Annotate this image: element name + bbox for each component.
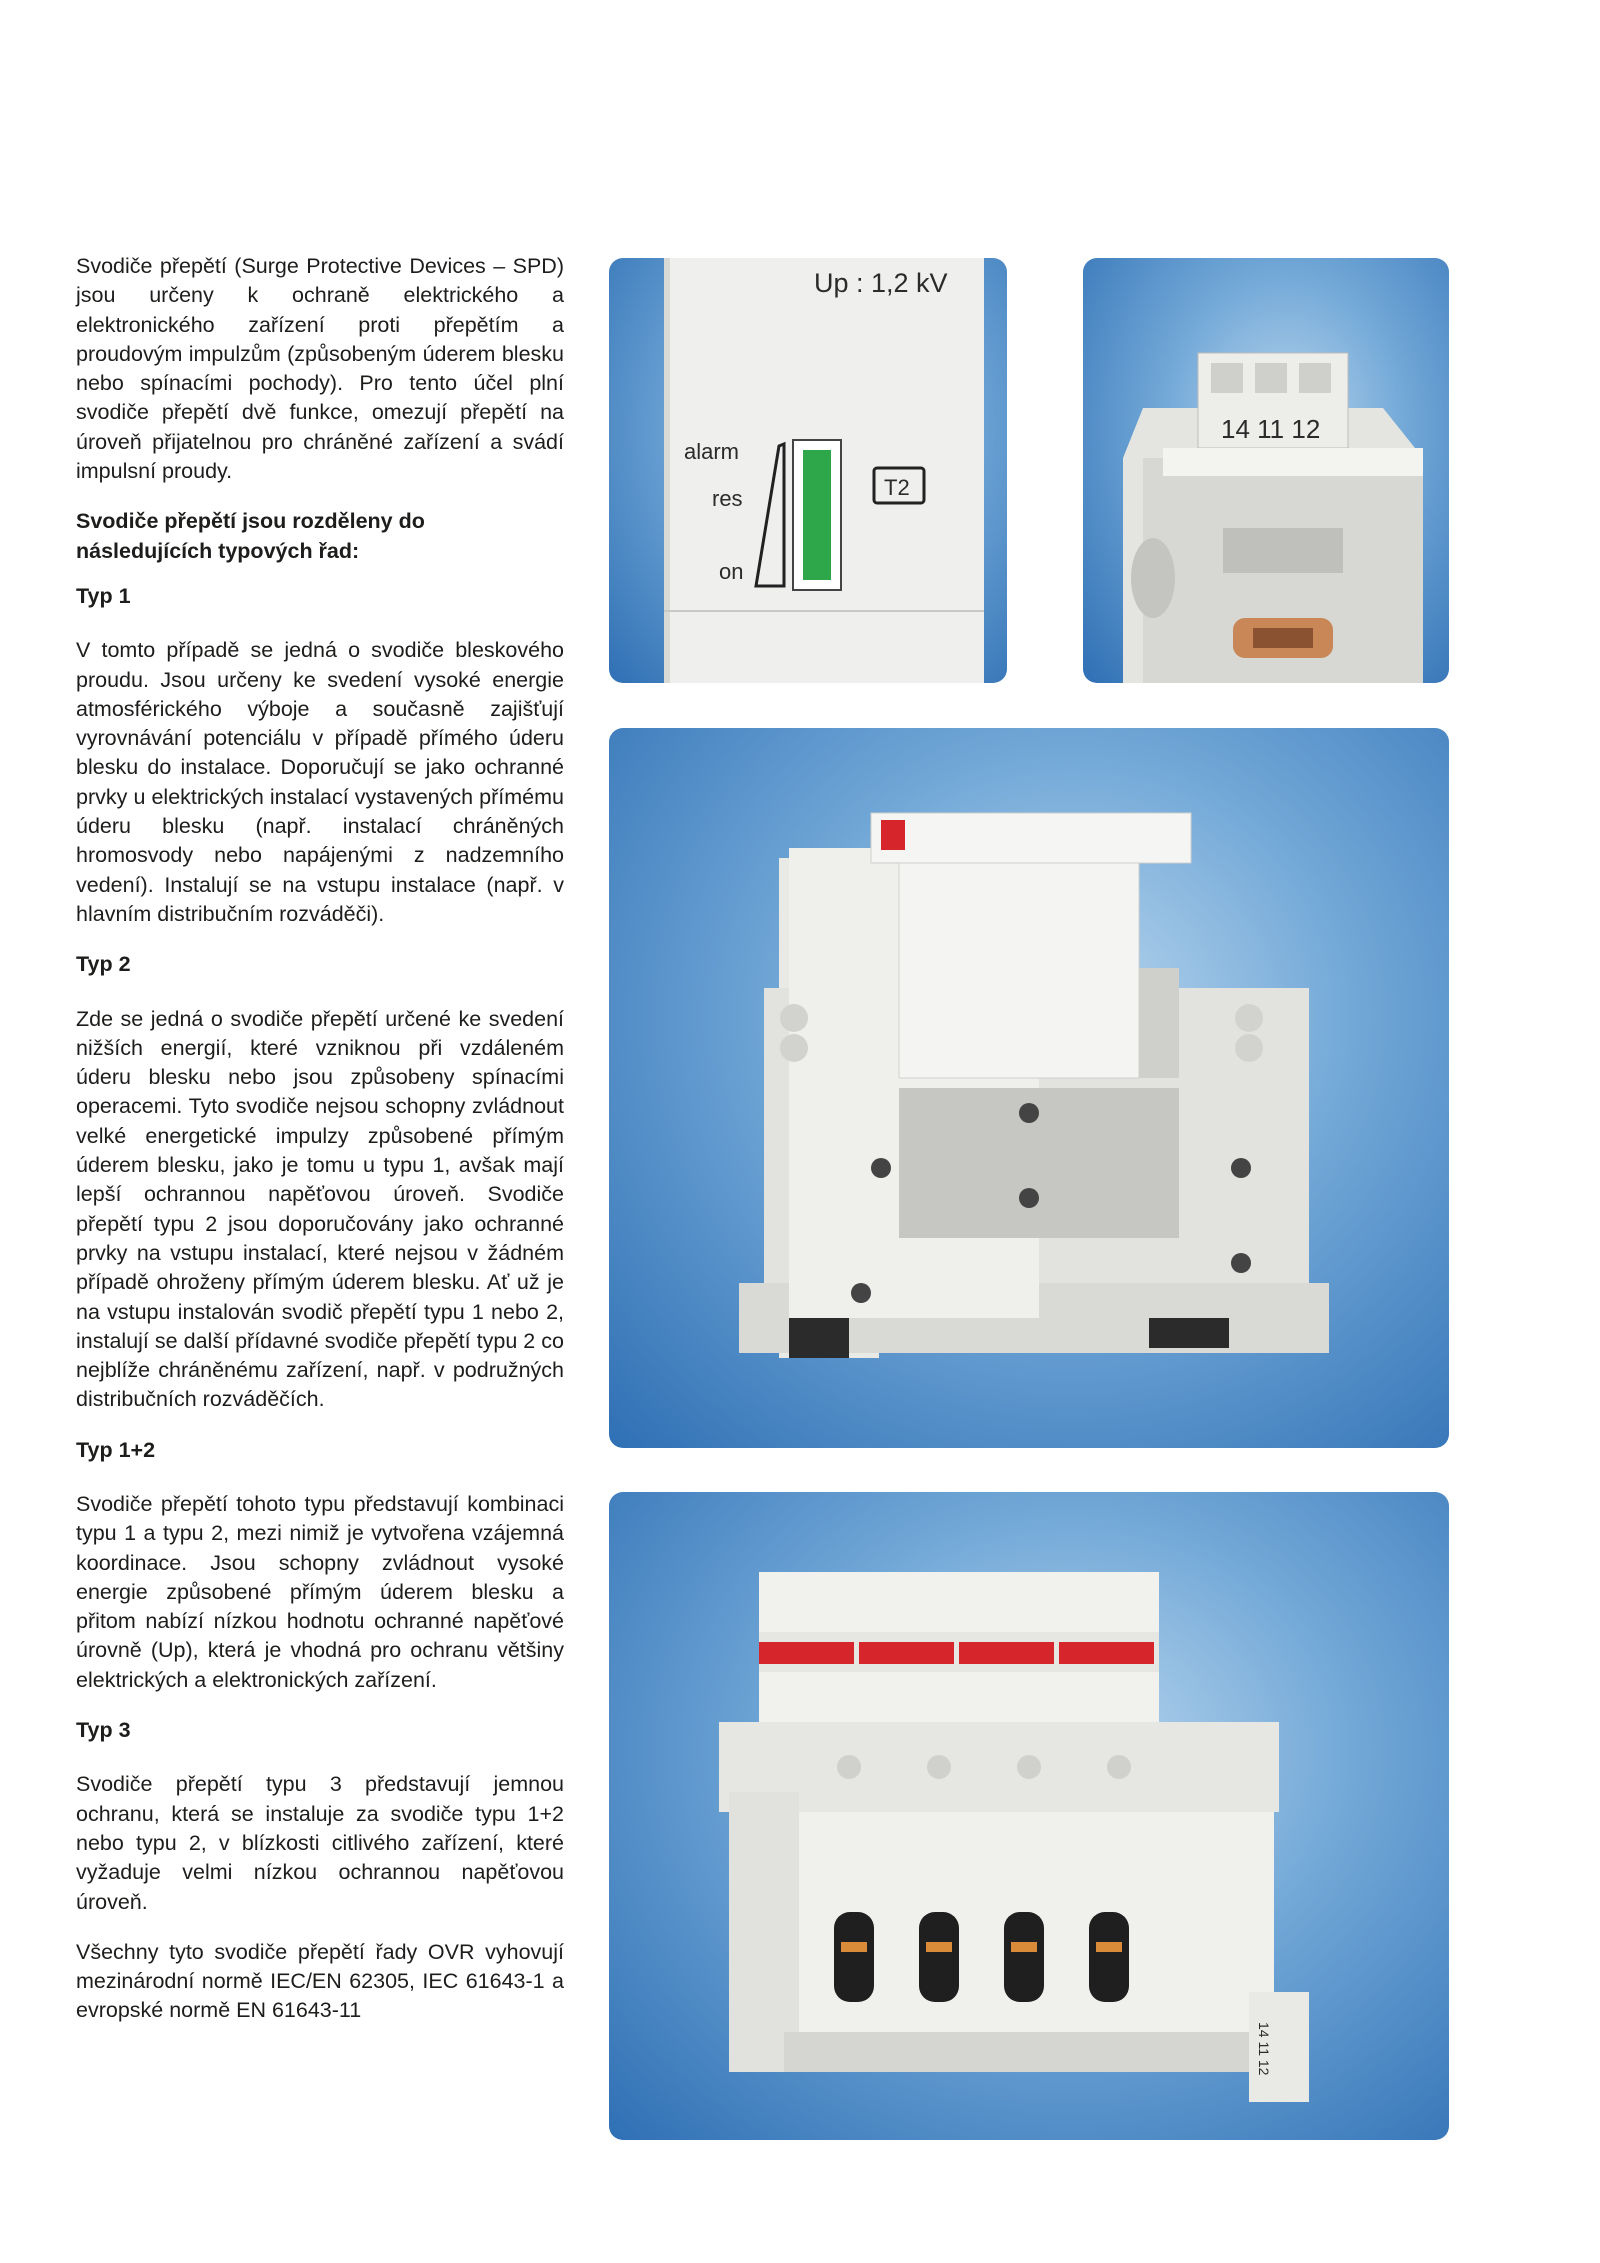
green-indicator	[803, 450, 831, 580]
photo-spd-module	[609, 728, 1449, 1448]
four-pole-illustration	[609, 1492, 1449, 2140]
photo-terminal-block	[1083, 258, 1449, 683]
alarm-label: alarm	[684, 439, 740, 464]
type12-paragraph: Svodiče přepětí tohoto typu představují kombinaci typu 1 a typu 2, mezi nimiž je vytvořena vzájemná koordinace. Jsou schopny zvládnout vysoké energie způsobené přímým úderem blesku a přitom nabízí nízkou hodnotu ochranné napěťové úrovně (Up), která je vhodná pro ochranu většiny elektrických a elektronických zařízení.	[76, 1491, 564, 1692]
indicator-illustration	[609, 258, 1007, 683]
spd-module-illustration	[609, 728, 1449, 1448]
terminal-illustration	[1083, 258, 1449, 683]
type12-heading: Typ 1+2	[76, 1437, 156, 1462]
type2-paragraph: Zde se jedná o svodiče přepětí určené ke svedení nižších energií, které vzniknou při vzdáleném úderu blesku nebo jsou způsobeny spínacími operacemi. Tyto svodiče nejsou schopny zvládnout velké energetické impulzy způsobené přímým úderem blesku, jako je tomu u typu 1, avšak mají lepší ochrannou napěťovou úroveň. Svodiče přepětí typu 2 jsou doporučovány jako ochranné prvky na vstupu instalací, které nejsou v žádném případě ohroženy přímým úderem blesku. Ať už je na vstupu instalován svodič přepětí typu 1 nebo 2, instalují se další přídavné svodiče přepětí typu 2 co nejblíže chráněnému zařízení, např. v podružných distribučních rozváděčích.	[76, 1006, 564, 1412]
intro-paragraph: Svodiče přepětí (Surge Protective Devices – SPD) jsou určeny k ochraně elektrického a elektronického zařízení proti přepětím a proudovým impulzům (způsobeným úderem blesku nebo spínacími pochody). Pro tento účel plní svodiče přepětí dvě funkce, omezují přepětí na úroveň přijatelnou pro chráněné zařízení a svádí impulsní proudy.	[76, 254, 564, 484]
type3-paragraph: Svodiče přepětí typu 3 představují jemnou ochranu, která se instaluje za svodiče typu 1+2 nebo typu 2, v blízkosti citlivého zařízení, které vyžaduje velmi nízkou ochrannou napěťovou úroveň.	[76, 1772, 564, 1914]
type3-heading: Typ 3	[76, 1718, 131, 1743]
type1-heading: Typ 1	[76, 583, 131, 608]
t2-badge: T2	[884, 475, 910, 500]
text-column	[76, 252, 564, 2047]
up-rating-label: Up : 1,2 kV	[814, 268, 948, 298]
photo-spd-four-pole	[609, 1492, 1449, 2140]
on-label: on	[719, 559, 744, 584]
types-lead-heading: Svodiče přepětí jsou rozděleny do následujících typových řad:	[76, 509, 425, 563]
closing-paragraph: Všechny tyto svodiče přepětí řady OVR vyhovují mezinárodní normě IEC/EN 62305, IEC 61643-1 a evropské normě EN 61643-11	[76, 1939, 564, 2023]
type1-paragraph: V tomto případě se jedná o svodiče bleskového proudu. Jsou určeny ke svedení vysoké energie atmosférického výboje a současně zajišťují vyrovnávání potenciálu v případě přímého úderu blesku do instalace. Doporučují se jako ochranné prvky u elektrických instalací vystavených přímému úderu blesku (např. instalací chráněných hromosvody nebo napájenými z nadzemního vedení). Instalují se na vstupu instalace (např. v hlavním distribučním rozváděči).	[76, 638, 564, 926]
terminal-numbers: 14 11 12	[1221, 414, 1321, 444]
type2-heading: Typ 2	[76, 952, 131, 977]
photo-indicator-closeup	[609, 258, 1007, 683]
res-label: res	[712, 486, 743, 511]
side-terminal-numbers: 14 11 12	[1256, 2022, 1272, 2076]
